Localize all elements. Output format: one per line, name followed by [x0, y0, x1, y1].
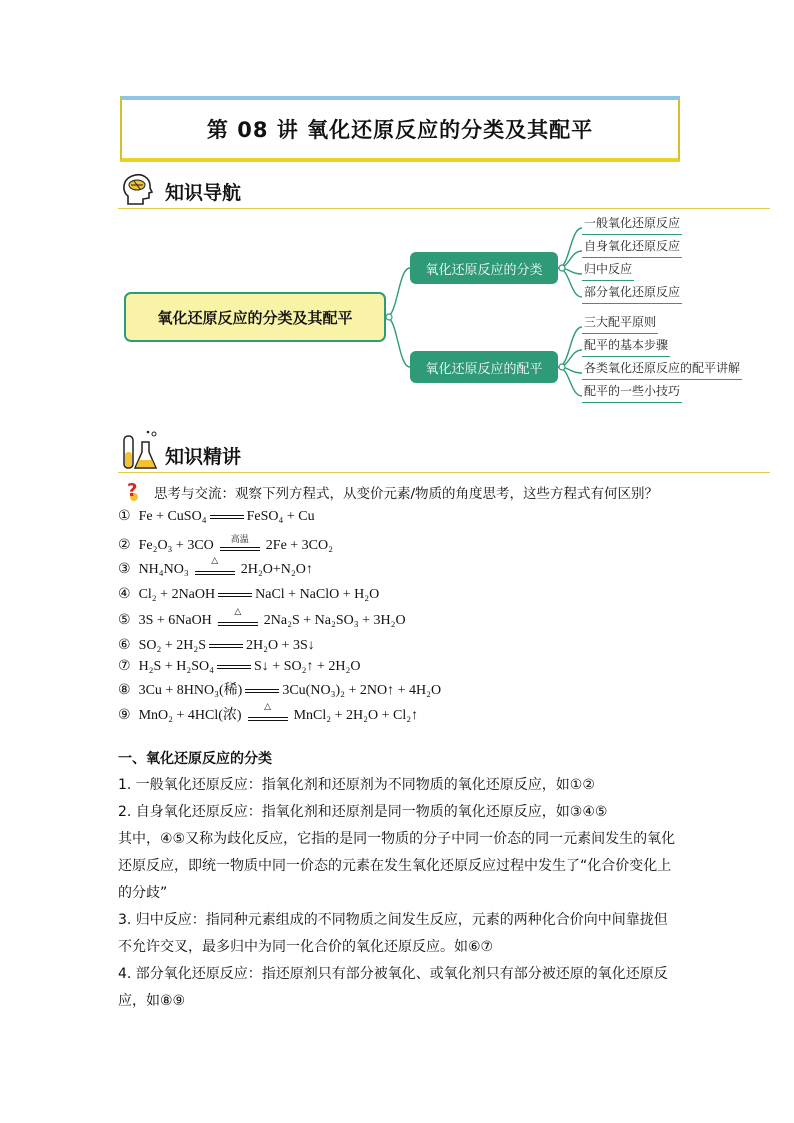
equation-row — [118, 508, 315, 525]
svg-text:?: ? — [127, 480, 138, 501]
equation-products: 2Na₂S + Na₂SO₃ + 3H₂O — [263, 613, 406, 629]
thinking-prompt: 思考与交流：观察下列方程式，从变价元素/物质的角度思考，这些方程式有何区别？ — [154, 486, 659, 502]
mindmap-connectors — [0, 0, 794, 420]
equation-number: ⑤ — [118, 612, 131, 629]
equals-sign — [217, 665, 251, 669]
reaction-condition: △ — [211, 556, 219, 566]
reaction-condition-sign — [220, 536, 260, 556]
mindmap-leaf: 自身氧化还原反应 — [582, 237, 682, 258]
mindmap-leaf: 一般氧化还原反应 — [582, 214, 682, 235]
mindmap-leaf: 各类氧化还原反应的配平讲解 — [582, 359, 742, 380]
body-line: 应，如⑧⑨ — [118, 993, 186, 1009]
equation-products: 2H₂O+N₂O↑ — [240, 562, 313, 578]
equals-sign — [210, 515, 244, 519]
equation-number: ① — [118, 508, 131, 524]
equation-reactants: Cl₂ + 2NaOH — [138, 587, 216, 602]
mindmap-leaf: 三大配平原则 — [582, 313, 658, 334]
equation-reactants: 3S + 6NaOH — [138, 613, 212, 629]
equation-products: S↓ + SO₂↑ + 2H₂O — [254, 659, 361, 674]
body-line: 不允许交叉，最多归中为同一化合价的氧化还原反应。如⑥⑦ — [118, 939, 494, 955]
body-line: 还原反应，即统一物质中同一价态的元素在发生氧化还原反应过程中发生了“化合价变化上 — [118, 858, 672, 874]
equation-reactants: 3Cu + 8HNO₃(稀) — [138, 683, 243, 698]
flask-icon — [118, 428, 160, 472]
body-line: 3. 归中反应：指同种元素组成的不同物质之间发生反应，元素的两种化合价向中间靠拢但 — [118, 912, 668, 928]
equals-sign — [245, 689, 279, 693]
reaction-condition-sign — [195, 556, 235, 580]
equation-products: 2H₂O + 3S↓ — [246, 638, 315, 653]
body-line: 的分歧” — [118, 885, 168, 901]
equation-number: ③ — [118, 561, 131, 578]
equation-reactants: SO₂ + 2H₂S — [138, 638, 207, 653]
equation-number: ④ — [118, 586, 131, 602]
body-line: 其中，④⑤又称为歧化反应，它指的是同一物质的分子中同一价态的同一元素间发生的氧化 — [118, 831, 676, 847]
section-heading: 一、氧化还原反应的分类 — [118, 751, 272, 767]
equation-row — [118, 556, 313, 580]
body-line: 4. 部分氧化还原反应：指还原剂只有部分被氧化、或氧化剂只有部分被还原的氧化还原反 — [118, 966, 668, 982]
mindmap-leaf: 部分氧化还原反应 — [582, 283, 682, 304]
equation-products: FeSO₄ + Cu — [246, 509, 315, 524]
equation-row — [118, 586, 379, 603]
mindmap-leaf: 配平的一些小技巧 — [582, 382, 682, 403]
mindmap-branch-classification: 氧化还原反应的分类 — [410, 252, 558, 284]
equation-products: MnCl₂ + 2H₂O + Cl₂↑ — [293, 708, 419, 723]
body-line: 2. 自身氧化还原反应：指氧化剂和还原剂是同一物质的氧化还原反应，如③④⑤ — [118, 804, 608, 820]
reaction-condition: △ — [234, 607, 242, 617]
equation-number: ⑨ — [118, 707, 131, 723]
equation-row — [118, 536, 333, 556]
equation-number: ② — [118, 537, 131, 554]
equation-reactants: H₂S + H₂SO₄ — [138, 659, 215, 674]
equation-products: 2Fe + 3CO₂ — [265, 538, 334, 554]
equation-reactants: Fe₂O₃ + 3CO — [138, 538, 214, 554]
body-line: 1. 一般氧化还原反应：指氧化剂和还原剂为不同物质的氧化还原反应，如①② — [118, 777, 595, 793]
equation-row — [118, 637, 315, 654]
mindmap-branch-balancing: 氧化还原反应的配平 — [410, 351, 558, 383]
equals-sign — [218, 593, 252, 597]
reaction-condition: △ — [264, 701, 272, 712]
equation-number: ⑧ — [118, 682, 131, 698]
question-icon — [122, 478, 146, 502]
mindmap-root: 氧化还原反应的分类及其配平 — [124, 292, 386, 342]
equation-reactants: Fe + CuSO₄ — [138, 509, 207, 524]
equation-products: 3Cu(NO₃)₂ + 2NO↑ + 4H₂O — [282, 683, 442, 698]
equation-reactants: NH₄NO₃ — [138, 562, 189, 578]
section-body — [118, 772, 678, 1015]
mindmap-leaf: 归中反应 — [582, 260, 634, 281]
equation-number: ⑦ — [118, 658, 131, 674]
equation-products: NaCl + NaClO + H₂O — [255, 587, 380, 602]
equals-sign — [209, 644, 243, 648]
reaction-condition-sign — [248, 701, 288, 726]
lecture-head-divider — [118, 472, 770, 473]
page-title: 第 08 讲 氧化还原反应的分类及其配平 — [206, 118, 594, 142]
equation-row — [118, 679, 441, 699]
equation-number: ⑥ — [118, 637, 131, 653]
equation-row — [118, 658, 360, 675]
nav-heading: 知识导航 — [165, 182, 242, 204]
reaction-condition: 高温 — [230, 535, 249, 545]
equation-row — [118, 607, 406, 631]
equation-reactants: MnO₂ + 4HCl(浓) — [138, 708, 242, 723]
mindmap-leaf: 配平的基本步骤 — [582, 336, 670, 357]
reaction-condition-sign — [218, 607, 258, 631]
equation-row — [118, 701, 419, 726]
lecture-heading: 知识精讲 — [165, 446, 242, 468]
